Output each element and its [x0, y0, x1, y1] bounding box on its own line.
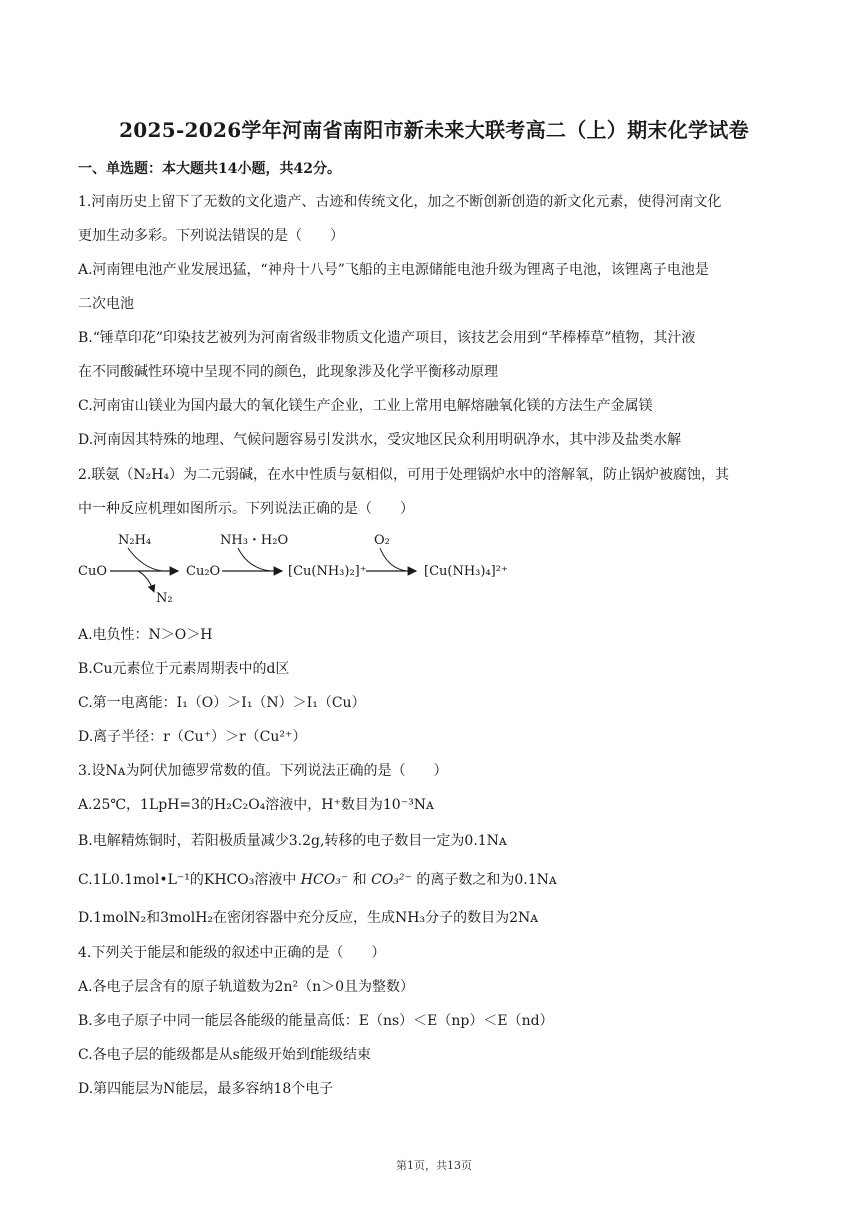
- q1-stem-line1: 1.河南历史上留下了无数的文化遗产、古迹和传统文化，加之不断创新创造的新文化元素，使得河南文化: [78, 194, 722, 210]
- q3-option-d: D.1molN₂和3molH₂在密闭容器中充分反应，生成NH₃分子的数目为2Nᴀ: [78, 910, 539, 926]
- reagent-ammonia-water: NH₃・H₂O: [220, 533, 289, 548]
- q3-option-b: B.电解精炼铜时，若阳极质量减少3.2g,转移的电子数目一定为0.1Nᴀ: [78, 833, 507, 849]
- q1-option-b-line1: B.“锤草印花”印染技艺被列为河南省级非物质文化遗产项目，该技艺会用到“芊棒棒草”植物，其汁液: [78, 330, 696, 346]
- reagent-n2h4: N₂H₄: [118, 533, 152, 548]
- q2-stem-line1: 2.联氨（N₂H₄）为二元弱碱，在水中性质与氨相似，可用于处理锅炉水中的溶解氧，防止锅炉被腐蚀，其: [78, 467, 730, 483]
- q3-option-c: [78, 871, 798, 889]
- ion-carbonate: CO₃²⁻: [371, 872, 412, 888]
- page-footer: 第1页，共13页: [396, 1159, 472, 1172]
- q1-option-a-line1: A.河南锂电池产业发展迅猛，“神舟十八号”飞船的主电源储能电池升级为锂离子电池，该锂离子电池是: [78, 262, 709, 278]
- q2-option-a: A.电负性：N＞O＞H: [78, 627, 213, 643]
- reagent-o2: O₂: [374, 533, 390, 548]
- q1-stem-line2: 更加生动多彩。下列说法错误的是（ ）: [78, 228, 344, 244]
- q3-option-a: A.25℃，1LpH=3的H₂C₂O₄溶液中，H⁺数目为10⁻³Nᴀ: [78, 797, 434, 813]
- q3-option-c-prefix: C.1L0.1mol•L⁻¹的KHCO₃溶液中: [78, 872, 297, 888]
- species-cu-nh3-2: [Cu(NH₃)₂]⁺: [288, 564, 367, 579]
- q4-option-a: A.各电子层含有的原子轨道数为2n²（n＞0且为整数）: [78, 979, 415, 995]
- q1-option-b-line2: 在不同酸碱性环境中呈现不同的颜色，此现象涉及化学平衡移动原理: [78, 364, 498, 380]
- q4-option-b: B.多电子原子中同一能层各能级的能量高低：E（ns）＜E（np）＜E（nd）: [78, 1013, 554, 1029]
- reaction-scheme: [70, 528, 630, 608]
- exam-title: 2025-2026学年河南省南阳市新未来大联考高二（上）期末化学试卷: [119, 118, 749, 142]
- q3-option-c-suffix: 的离子数之和为0.1Nᴀ: [416, 872, 557, 888]
- q4-stem: 4.下列关于能层和能级的叙述中正确的是（ ）: [78, 945, 386, 961]
- product-n2: N₂: [156, 591, 173, 606]
- q2-stem-line2: 中一种反应机理如图所示。下列说法正确的是（ ）: [78, 501, 414, 517]
- q2-option-c: C.第一电离能：I₁（O）＞I₁（N）＞I₁（Cu）: [78, 695, 366, 711]
- q1-option-c: C.河南宙山镁业为国内最大的氧化镁生产企业，工业上常用电解熔融氧化镁的方法生产金属镁: [78, 398, 653, 414]
- q4-option-c: C.各电子层的能级都是从s能级开始到f能级结束: [78, 1047, 372, 1063]
- q1-option-a-line2: 二次电池: [78, 296, 134, 312]
- q1-option-d: D.河南因其特殊的地理、气候问题容易引发洪水，受灾地区民众利用明矾净水，其中涉及盐类水解: [78, 432, 682, 448]
- species-cu-nh3-4: [Cu(NH₃)₄]²⁺: [424, 564, 508, 579]
- species-cuo: CuO: [78, 564, 107, 579]
- q3-option-c-and: 和: [352, 872, 367, 888]
- q3-stem: 3.设Nᴀ为阿伏加德罗常数的值。下列说法正确的是（ ）: [78, 763, 448, 779]
- ion-bicarbonate: HCO₃⁻: [300, 872, 349, 888]
- q2-option-b: B.Cu元素位于元素周期表中的d区: [78, 661, 290, 677]
- section-heading: 一、单选题：本大题共14小题，共42分。: [78, 161, 341, 177]
- species-cu2o: Cu₂O: [186, 564, 221, 579]
- q2-option-d: D.离子半径：r（Cu⁺）＞r（Cu²⁺）: [78, 729, 307, 745]
- q4-option-d: D.第四能层为N能层，最多容纳18个电子: [78, 1081, 334, 1097]
